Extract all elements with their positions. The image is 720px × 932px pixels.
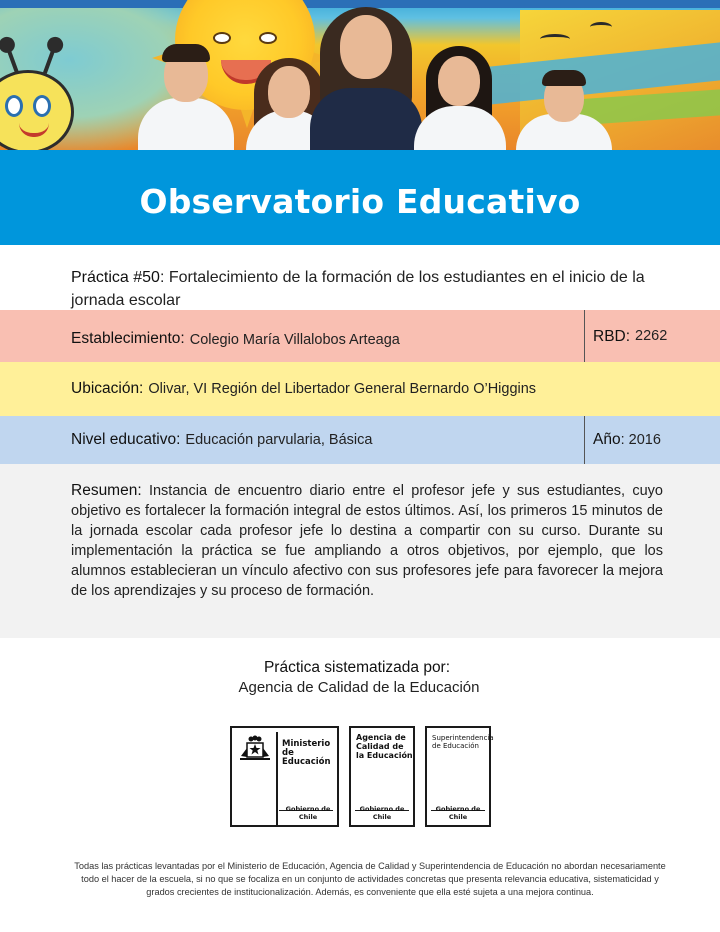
establecimiento-label: Establecimiento: <box>71 330 185 347</box>
ministerio-footer: Gobierno de Chile <box>285 805 331 821</box>
ubicacion-label: Ubicación: <box>71 380 144 397</box>
nivel-label: Nivel educativo: <box>71 431 181 448</box>
practice-label: Práctica #50 <box>71 269 160 286</box>
credit-organization: Agencia de Calidad de la Educación <box>238 679 480 696</box>
bee-mouth <box>19 123 49 137</box>
establecimiento-value: Colegio María Villalobos Arteaga <box>189 332 400 348</box>
nivel-value: Educación parvularia, Básica <box>185 432 373 448</box>
ministerio-logo <box>230 726 339 827</box>
agencia-footer: Gobierno de Chile <box>359 805 405 821</box>
hero-photo <box>0 0 720 150</box>
anio-label: Año <box>593 431 621 448</box>
superintendencia-logo <box>425 726 494 827</box>
resumen-text: Instancia de encuentro diario entre el profesor jefe y sus estudiantes, cuyo objetivo es fortalecer la formación integral de estos últimos. Así, los primeros 15 minutos de la jornada escolar cada profesor jefe lo destina a compartir con su curso. Durante su implementación la práctica se fue ampliando a otros objetivos, por ejemplo, que los alumnos establecieran un vínculo afectivo con sus profesores jefe para favorecer la mejora de los aprendizajes y su proceso de formación. <box>71 483 663 599</box>
practice-title-text: : Fortalecimiento de la formación de los estudiantes en el inicio de la jornada escolar <box>71 269 645 309</box>
establecimiento-row <box>0 310 720 362</box>
resumen-section <box>0 464 720 638</box>
ubicacion-cell <box>0 362 536 416</box>
page-title: Observatorio Educativo <box>139 182 581 221</box>
resumen-label: Resumen: <box>71 482 142 499</box>
resumen-paragraph <box>71 481 663 601</box>
chile-coat-of-arms-icon <box>238 734 272 762</box>
anio-value: : 2016 <box>620 432 661 448</box>
sun-eye <box>259 32 277 44</box>
title-band <box>0 150 720 245</box>
rbd-cell <box>584 310 720 362</box>
rbd-value: 2262 <box>635 328 668 344</box>
student-boy-right <box>516 70 612 150</box>
superintendencia-name: Superintendencia de Educación <box>432 734 494 750</box>
credit-heading: Práctica sistematizada por: <box>263 659 451 676</box>
bee-eye <box>33 95 51 117</box>
establecimiento-cell <box>0 310 584 362</box>
student-boy-left <box>132 42 240 150</box>
practice-title <box>71 266 696 312</box>
agencia-name: Agencia de Calidad de la Educación <box>356 733 413 760</box>
ubicacion-value: Olivar, VI Región del Libertador General Bernardo O’Higgins <box>148 381 537 397</box>
student-girl-right <box>414 46 506 150</box>
anio-cell <box>584 416 720 464</box>
nivel-cell <box>0 416 584 464</box>
bird-mural <box>540 34 570 44</box>
superintendencia-footer: Gobierno de Chile <box>435 805 481 821</box>
nivel-row <box>0 416 720 464</box>
bee-eye <box>5 95 23 117</box>
disclaimer: Todas las prácticas levantadas por el Ministerio de Educación, Agencia de Calidad y Superintendencia de Educación no abordan necesariamente todo el hacer de la escuela, si no que se focaliza en un conjunto de actividades concretas que presenta relevancia educativa, sistematicidad y grados crecientes de institucionalización. Además, es conveniente que ella esté sujeta a una mejora continua. <box>74 861 666 897</box>
teacher <box>310 5 422 150</box>
ministerio-name: Ministerio de Educación <box>282 739 331 767</box>
logo-divider <box>276 732 278 825</box>
credit-block <box>0 658 720 698</box>
agencia-logo <box>349 726 415 827</box>
bird-mural <box>590 22 612 32</box>
ubicacion-row <box>0 362 720 416</box>
rbd-label: RBD: <box>593 328 631 345</box>
